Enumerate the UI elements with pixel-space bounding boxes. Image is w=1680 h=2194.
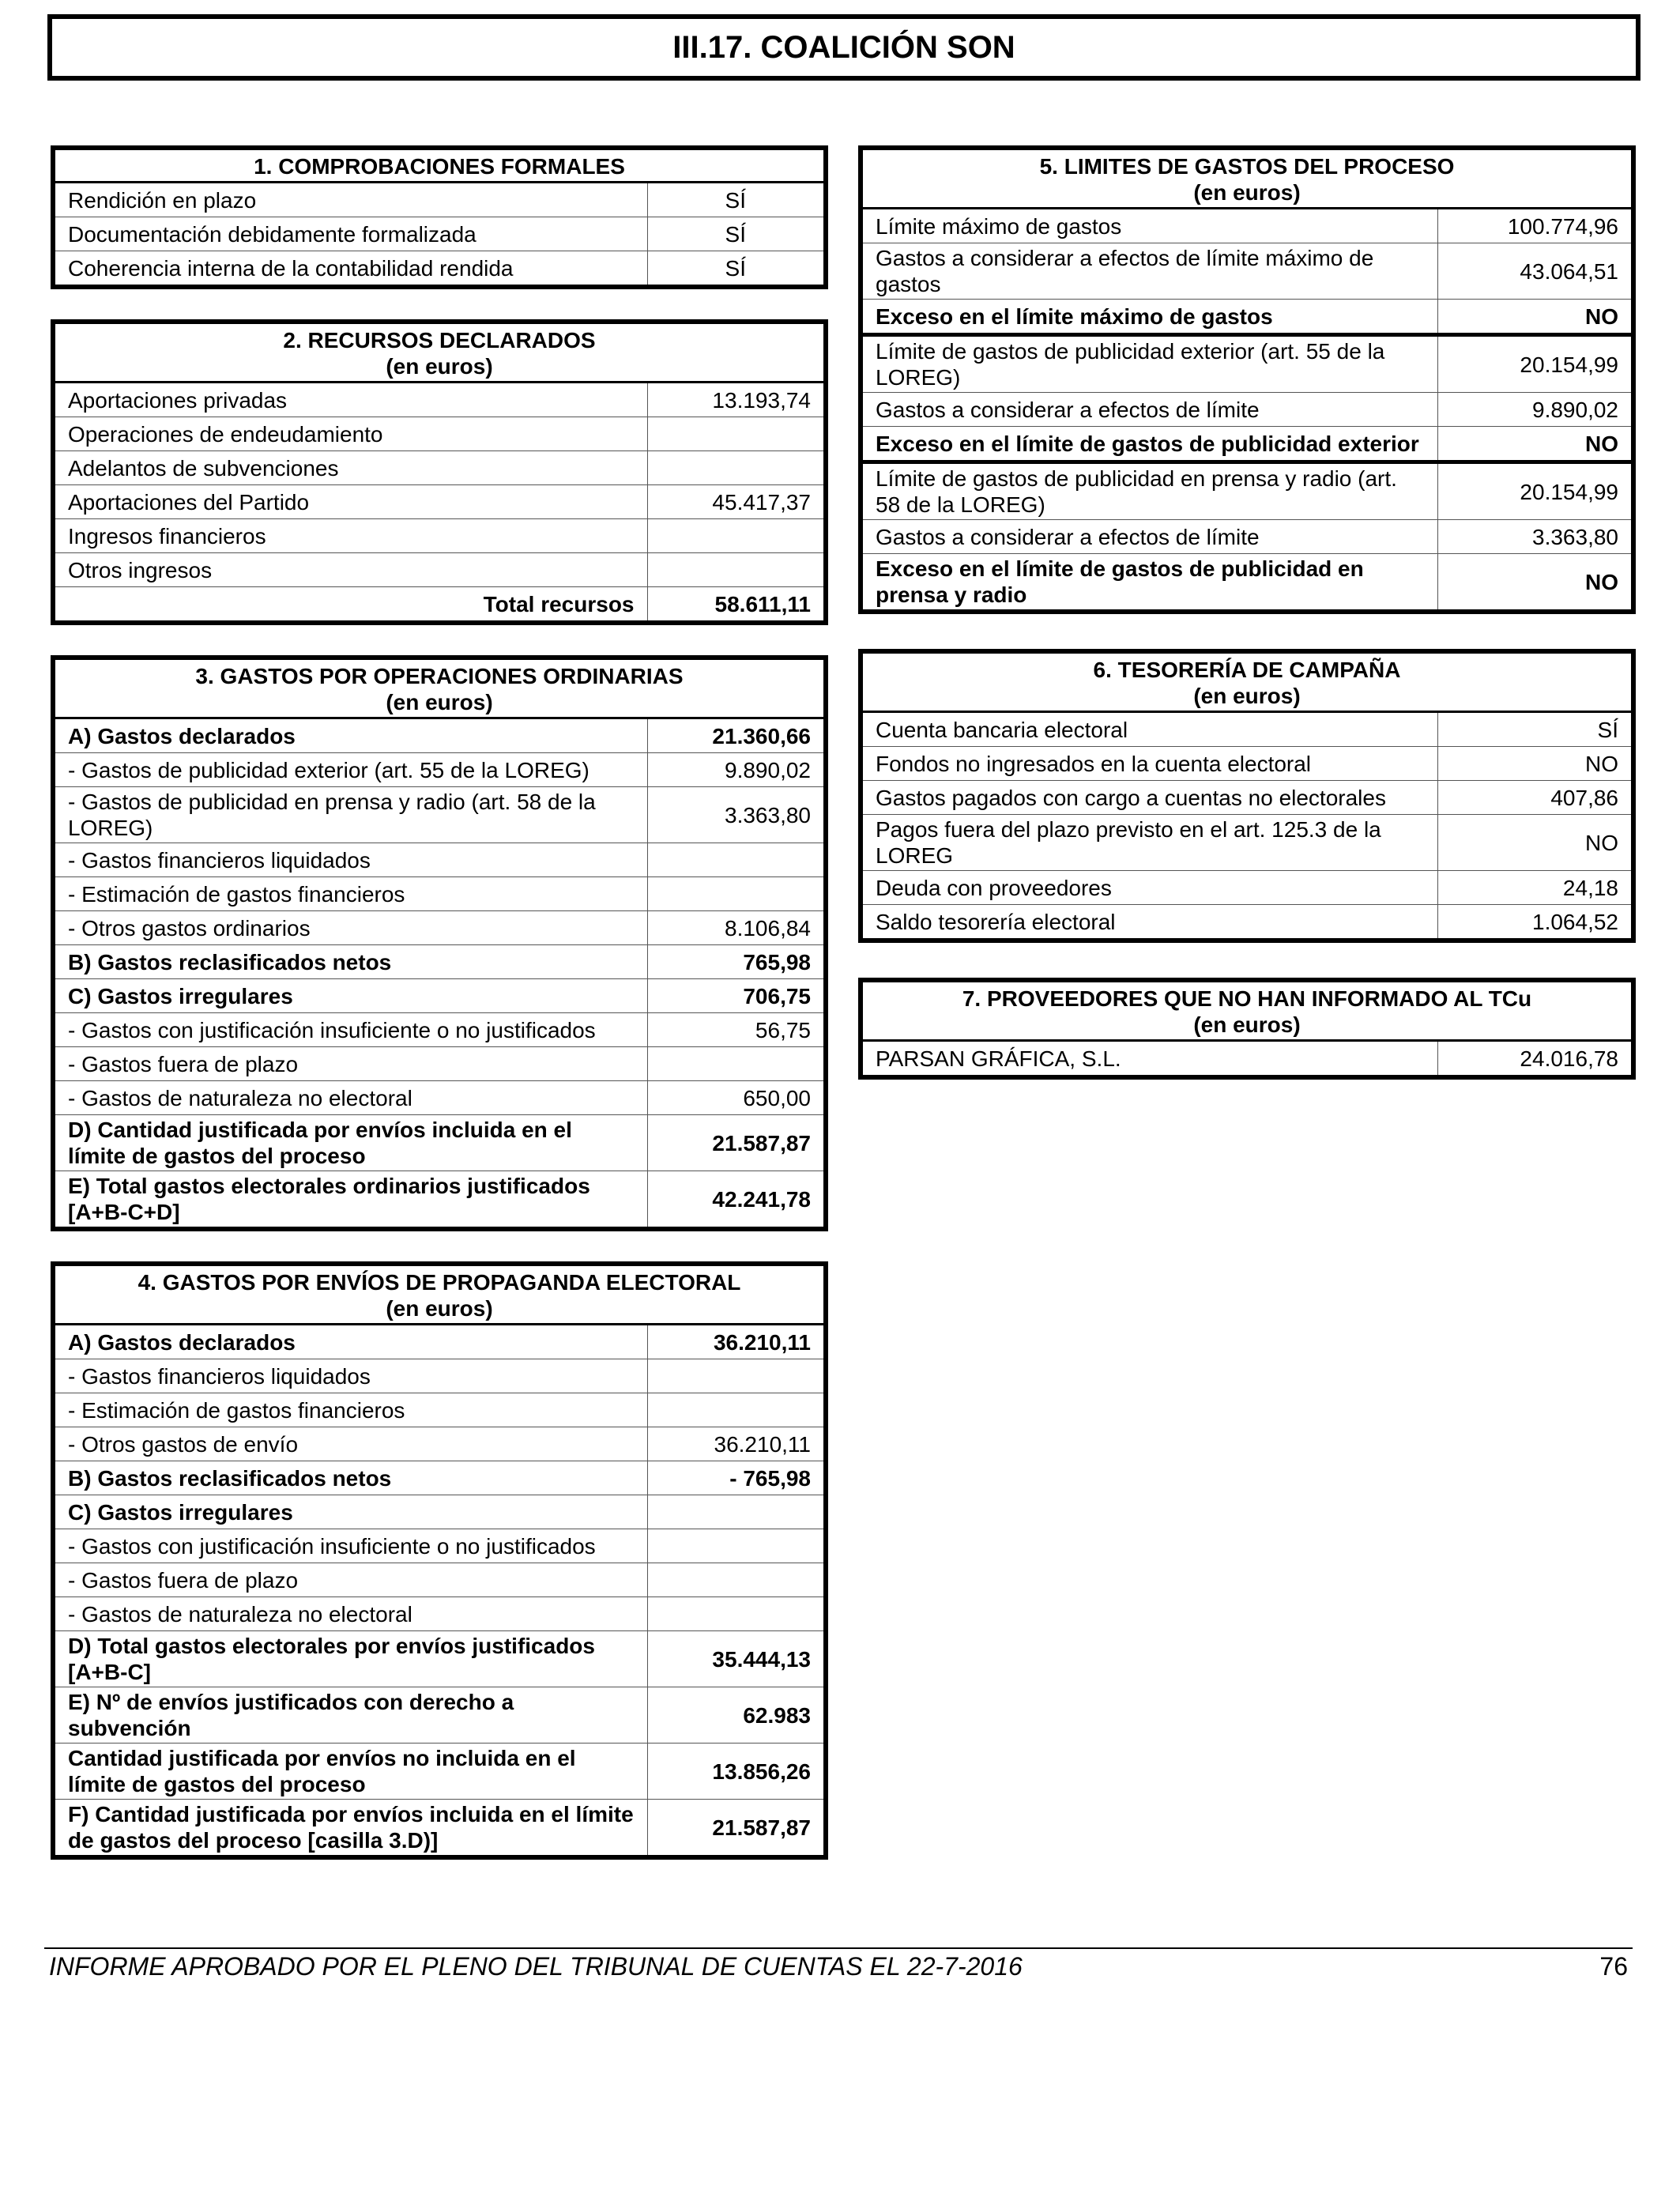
- row-value: 20.154,99: [1437, 462, 1633, 520]
- row-value: 42.241,78: [647, 1171, 826, 1230]
- table-row: [861, 427, 1633, 462]
- table-row: [53, 911, 826, 945]
- row-label: - Gastos financieros liquidados: [53, 1359, 647, 1393]
- row-value: 407,86: [1437, 781, 1633, 815]
- row-label: E) Total gastos electorales ordinarios justificados [A+B-C+D]: [53, 1171, 647, 1230]
- row-value: 3.363,80: [647, 787, 826, 843]
- row-value: [647, 1393, 826, 1427]
- table-row: [861, 335, 1633, 393]
- table-gastos-envios: [51, 1261, 828, 1860]
- table-tesoreria-campana: [858, 649, 1636, 943]
- row-label: - Otros gastos de envío: [53, 1427, 647, 1461]
- table-gastos-ordinarios: [51, 655, 828, 1231]
- row-label: - Estimación de gastos financieros: [53, 877, 647, 911]
- table-row: [53, 1325, 826, 1359]
- row-label: - Gastos de naturaleza no electoral: [53, 1597, 647, 1631]
- row-value: 9.890,02: [1437, 393, 1633, 427]
- row-label: Fondos no ingresados en la cuenta electoral: [861, 747, 1437, 781]
- row-value: [647, 1529, 826, 1563]
- table-row: [53, 1495, 826, 1529]
- row-value: 36.210,11: [647, 1325, 826, 1359]
- row-value: SÍ: [647, 217, 826, 251]
- row-label: Gastos pagados con cargo a cuentas no electorales: [861, 781, 1437, 815]
- row-value: - 765,98: [647, 1461, 826, 1495]
- row-label: Exceso en el límite de gastos de publicidad exterior: [861, 427, 1437, 462]
- row-value: NO: [1437, 300, 1633, 335]
- table-row: [53, 945, 826, 979]
- table-comprobaciones-formales: [51, 145, 828, 289]
- row-value: 35.444,13: [647, 1631, 826, 1687]
- row-label: A) Gastos declarados: [53, 718, 647, 753]
- row-label: C) Gastos irregulares: [53, 1495, 647, 1529]
- row-label: - Estimación de gastos financieros: [53, 1393, 647, 1427]
- row-label: Aportaciones privadas: [53, 383, 647, 417]
- footer-text: INFORME APROBADO POR EL PLENO DEL TRIBUNAL DE CUENTAS EL 22-7-2016: [49, 1952, 1023, 1981]
- row-label: Pagos fuera del plazo previsto en el art. 125.3 de la LOREG: [861, 815, 1437, 871]
- row-value: 45.417,37: [647, 485, 826, 519]
- row-value: 8.106,84: [647, 911, 826, 945]
- row-label: PARSAN GRÁFICA, S.L.: [861, 1041, 1437, 1078]
- footer-divider: [44, 1947, 1633, 1949]
- table-row: [53, 417, 826, 451]
- row-value: 20.154,99: [1437, 335, 1633, 393]
- row-label: Gastos a considerar a efectos de límite: [861, 520, 1437, 554]
- row-label: D) Total gastos electorales por envíos justificados [A+B-C]: [53, 1631, 647, 1687]
- row-label: Gastos a considerar a efectos de límite: [861, 393, 1437, 427]
- row-label: D) Cantidad justificada por envíos incluida en el límite de gastos del proceso: [53, 1115, 647, 1171]
- table-row: [53, 1393, 826, 1427]
- row-label: Coherencia interna de la contabilidad rendida: [53, 251, 647, 288]
- table-recursos-declarados: [51, 319, 828, 625]
- table-row: [53, 753, 826, 787]
- section-title: 4. GASTOS POR ENVÍOS DE PROPAGANDA ELECTORAL (en euros): [53, 1264, 826, 1325]
- section-title: 2. RECURSOS DECLARADOS (en euros): [53, 322, 826, 383]
- table-row: [53, 877, 826, 911]
- table-row: [53, 1427, 826, 1461]
- row-label: Ingresos financieros: [53, 519, 647, 553]
- table-row: [861, 712, 1633, 747]
- table-row: [861, 747, 1633, 781]
- row-label: C) Gastos irregulares: [53, 979, 647, 1013]
- table-row: [861, 462, 1633, 520]
- table-row: [53, 1081, 826, 1115]
- page-number: 76: [1599, 1952, 1628, 1981]
- row-value: 706,75: [647, 979, 826, 1013]
- row-label: Exceso en el límite máximo de gastos: [861, 300, 1437, 335]
- table-row: [861, 243, 1633, 300]
- total-row: [53, 587, 826, 624]
- row-label: Exceso en el límite de gastos de publicidad en prensa y radio: [861, 554, 1437, 613]
- table-row: [53, 519, 826, 553]
- row-label: - Gastos financieros liquidados: [53, 843, 647, 877]
- row-label: - Gastos fuera de plazo: [53, 1047, 647, 1081]
- row-value: NO: [1437, 747, 1633, 781]
- table-row: [861, 781, 1633, 815]
- row-value: 36.210,11: [647, 1427, 826, 1461]
- row-label: - Gastos de publicidad exterior (art. 55 de la LOREG): [53, 753, 647, 787]
- left-column: [51, 145, 828, 1860]
- table-row: [53, 1563, 826, 1597]
- table-row: [53, 217, 826, 251]
- row-label: - Gastos de naturaleza no electoral: [53, 1081, 647, 1115]
- row-value: [647, 553, 826, 587]
- table-row: [861, 815, 1633, 871]
- table-row: [53, 1047, 826, 1081]
- table-row: [53, 1013, 826, 1047]
- row-value: 100.774,96: [1437, 209, 1633, 243]
- row-label: Límite de gastos de publicidad exterior (art. 55 de la LOREG): [861, 335, 1437, 393]
- table-row: [861, 393, 1633, 427]
- section-title: 3. GASTOS POR OPERACIONES ORDINARIAS (en euros): [53, 658, 826, 718]
- row-value: 1.064,52: [1437, 905, 1633, 941]
- table-row: [53, 1461, 826, 1495]
- table-row: [53, 183, 826, 217]
- row-value: [647, 1597, 826, 1631]
- row-value: NO: [1437, 427, 1633, 462]
- table-row: [53, 451, 826, 485]
- row-value: [647, 843, 826, 877]
- table-row: [53, 1631, 826, 1687]
- row-label: Rendición en plazo: [53, 183, 647, 217]
- row-value: [647, 451, 826, 485]
- row-label: Deuda con proveedores: [861, 871, 1437, 905]
- table-row: [861, 1041, 1633, 1078]
- table-row: [861, 554, 1633, 613]
- row-value: 650,00: [647, 1081, 826, 1115]
- table-row: [53, 1359, 826, 1393]
- row-value: [647, 1495, 826, 1529]
- table-row: [53, 1744, 826, 1800]
- row-label: Otros ingresos: [53, 553, 647, 587]
- page-title: III.17. COALICIÓN SON: [47, 14, 1640, 81]
- row-label: B) Gastos reclasificados netos: [53, 1461, 647, 1495]
- row-label: Gastos a considerar a efectos de límite máximo de gastos: [861, 243, 1437, 300]
- row-value: [647, 1359, 826, 1393]
- row-value: 43.064,51: [1437, 243, 1633, 300]
- row-label: - Gastos de publicidad en prensa y radio (art. 58 de la LOREG): [53, 787, 647, 843]
- table-row: [53, 1597, 826, 1631]
- row-value: SÍ: [1437, 712, 1633, 747]
- table-row: [861, 520, 1633, 554]
- table-row: [861, 905, 1633, 941]
- table-row: [53, 1800, 826, 1858]
- row-value: [647, 1047, 826, 1081]
- section-title: 6. TESORERÍA DE CAMPAÑA (en euros): [861, 651, 1633, 712]
- table-row: [53, 383, 826, 417]
- row-value: [647, 417, 826, 451]
- table-row: [53, 843, 826, 877]
- row-label: Documentación debidamente formalizada: [53, 217, 647, 251]
- row-value: NO: [1437, 554, 1633, 613]
- row-label: Cuenta bancaria electoral: [861, 712, 1437, 747]
- row-label: Saldo tesorería electoral: [861, 905, 1437, 941]
- row-value: 13.193,74: [647, 383, 826, 417]
- row-value: 13.856,26: [647, 1744, 826, 1800]
- row-value: 24,18: [1437, 871, 1633, 905]
- row-value: SÍ: [647, 251, 826, 288]
- row-label: - Gastos con justificación insuficiente o no justificados: [53, 1013, 647, 1047]
- row-label: Aportaciones del Partido: [53, 485, 647, 519]
- total-value: 58.611,11: [647, 587, 826, 624]
- row-value: [647, 519, 826, 553]
- table-row: [53, 553, 826, 587]
- row-label: E) Nº de envíos justificados con derecho a subvención: [53, 1687, 647, 1744]
- row-value: [647, 877, 826, 911]
- table-row: [53, 979, 826, 1013]
- row-value: 765,98: [647, 945, 826, 979]
- row-value: NO: [1437, 815, 1633, 871]
- total-label: Total recursos: [53, 587, 647, 624]
- row-value: 21.587,87: [647, 1115, 826, 1171]
- row-value: [647, 1563, 826, 1597]
- table-proveedores: [858, 978, 1636, 1080]
- row-value: 9.890,02: [647, 753, 826, 787]
- table-row: [861, 300, 1633, 335]
- table-row: [53, 1171, 826, 1230]
- table-row: [861, 871, 1633, 905]
- row-label: Adelantos de subvenciones: [53, 451, 647, 485]
- row-label: - Gastos con justificación insuficiente o no justificados: [53, 1529, 647, 1563]
- section-title: 7. PROVEEDORES QUE NO HAN INFORMADO AL TCu (en euros): [861, 980, 1633, 1041]
- table-row: [53, 1529, 826, 1563]
- row-value: 24.016,78: [1437, 1041, 1633, 1078]
- table-row: [861, 209, 1633, 243]
- row-label: A) Gastos declarados: [53, 1325, 647, 1359]
- row-label: Límite de gastos de publicidad en prensa y radio (art. 58 de la LOREG): [861, 462, 1437, 520]
- row-label: Límite máximo de gastos: [861, 209, 1437, 243]
- row-value: 21.587,87: [647, 1800, 826, 1858]
- row-label: - Otros gastos ordinarios: [53, 911, 647, 945]
- row-label: - Gastos fuera de plazo: [53, 1563, 647, 1597]
- row-label: B) Gastos reclasificados netos: [53, 945, 647, 979]
- row-value: SÍ: [647, 183, 826, 217]
- row-value: 3.363,80: [1437, 520, 1633, 554]
- table-row: [53, 485, 826, 519]
- table-row: [53, 718, 826, 753]
- table-row: [53, 251, 826, 288]
- row-label: Cantidad justificada por envíos no incluida en el límite de gastos del proceso: [53, 1744, 647, 1800]
- section-title: 5. LIMITES DE GASTOS DEL PROCESO (en euros): [861, 148, 1633, 209]
- table-row: [53, 787, 826, 843]
- row-label: F) Cantidad justificada por envíos incluida en el límite de gastos del proceso [casilla 3.D)]: [53, 1800, 647, 1858]
- table-limites-gastos: [858, 145, 1636, 614]
- row-label: Operaciones de endeudamiento: [53, 417, 647, 451]
- row-value: 21.360,66: [647, 718, 826, 753]
- table-row: [53, 1687, 826, 1744]
- table-row: [53, 1115, 826, 1171]
- row-value: 62.983: [647, 1687, 826, 1744]
- right-column: [858, 145, 1636, 1080]
- section-title: 1. COMPROBACIONES FORMALES: [53, 148, 826, 183]
- row-value: 56,75: [647, 1013, 826, 1047]
